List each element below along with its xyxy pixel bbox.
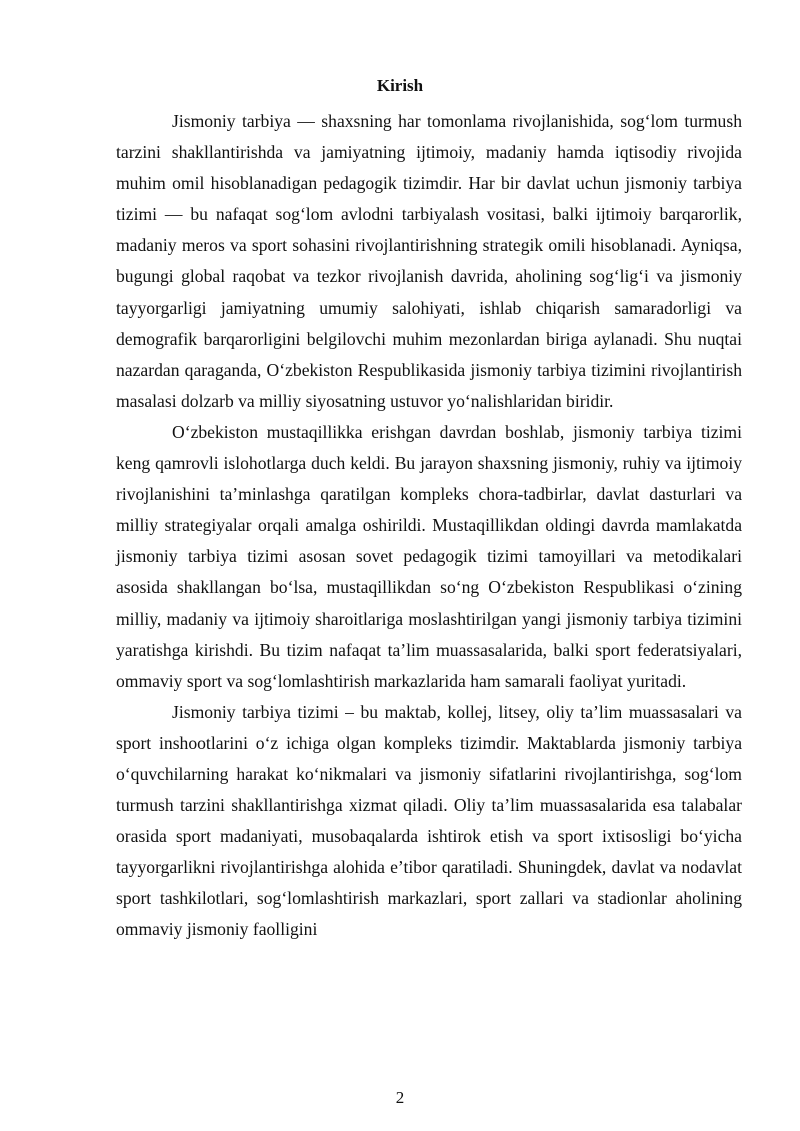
paragraph-3: Jismoniy tarbiya tizimi – bu maktab, kollej, litsey, oliy ta’lim muassasalari va sport inshootlarini o‘z ichiga olgan kompleks tizimdir. Maktablarda jismoniy tarbiya o‘quvchilarning harakat ko‘nikmalari va jismoniy sifatlarini rivojlantirishga, sog‘lom turmush tarzini shakllantirishga xizmat qiladi. Oliy ta’lim muassasalarida esa talabalar orasida sport madaniyati, musobaqalarda ishtirok etish va sport ixtisosligi bo‘yicha tayyorgarlikni rivojlantirishga alohida e’tibor qaratiladi. Shuningdek, davlat va nodavlat sport tashkilotlari, sog‘lomlashtirish markazlari, sport zallari va stadionlar aholining ommaviy jismoniy faolligini [116,701,742,940]
paragraph-2: O‘zbekiston mustaqillikka erishgan davrdan boshlab, jismoniy tarbiya tizimi keng qamrovli islohotlarga duch keldi. Bu jarayon shaxsning jismoniy, ruhiy va ijtimoiy rivojlanishini ta’minlashga qaratilgan kompleks chora-tadbirlar, davlat dasturlari va milliy strategiyalar orqali amalga oshirildi. Mustaqillikdan oldingi davrda mamlakatda jismoniy tarbiya tizimi asosan sovet pedagogik tizimi tamoyillari va metodikalari asosida shakllangan bo‘lsa, mustaqillikdan so‘ng O‘zbekiston Respublikasi o‘zining milliy, madaniy va ijtimoiy sharoitlariga moslashtirilgan yangi jismoniy tarbiya tizimini yaratishga kirishdi. Bu tizim nafaqat ta’lim muassasalarida, balki sport federatsiyalari, ommaviy sport va sog‘lomlashtirish markazlarida ham samarali faoliyat yuritadi. [116,421,742,691]
page-number: 2 [395,1088,405,1107]
body-text [116,106,742,946]
paragraph-1: Jismoniy tarbiya — shaxsning har tomonlama rivojlanishida, sog‘lom turmush tarzini shakllantirishda va jamiyatning ijtimoiy, madaniy hamda iqtisodiy rivojida muhim omil hisoblanadigan pedagogik tizimdir. Har bir davlat uchun jismoniy tarbiya tizimi — bu nafaqat sog‘lom avlodni tarbiyalash vositasi, balki ijtimoiy barqarorlik, madaniy meros va sport sohasini rivojlantirishning strategik omili hisoblanadi. Ayniqsa, bugungi global raqobat va tezkor rivojlanish davrida, aholining sog‘lig‘i va jismoniy tayyorgarligi jamiyatning umumiy salohiyati, ishlab chiqarish samaradorligi va demografik barqarorligini belgilovchi muhim mezonlardan biriga aylanadi. Shu nuqtai nazardan qaraganda, O‘zbekiston Respublikasida jismoniy tarbiya tizimini rivojlantirish masalasi dolzarb va milliy siyosatning ustuvor yo‘nalishlaridan biridir. [116,111,742,411]
section-title: Kirish [376,76,424,95]
